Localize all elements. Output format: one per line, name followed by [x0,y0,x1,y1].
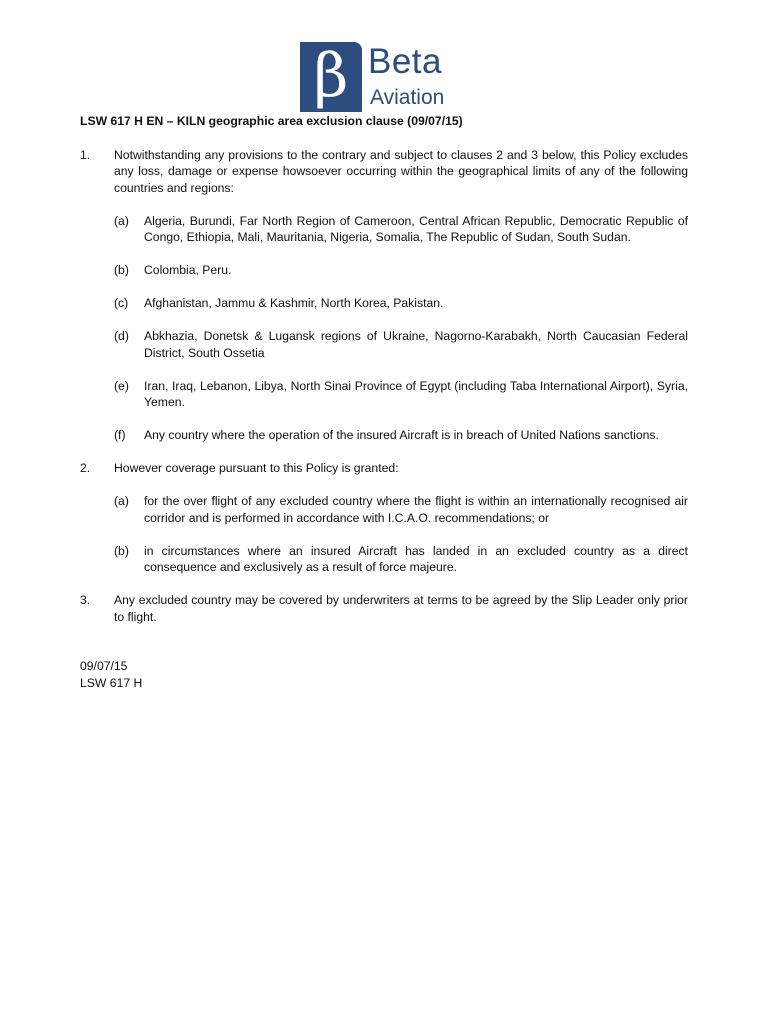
logo-word-aviation: Aviation [370,86,445,109]
subclause-text: Any country where the operation of the insured Aircraft is in breach of United Nations sanctions. [144,428,659,442]
footer-date: 09/07/15 [80,659,128,673]
clause-text: However coverage pursuant to this Policy is granted: [114,461,399,475]
subclause-text: Abkhazia, Donetsk & Lugansk regions of Ukraine, Nagorno-Karabakh, North Caucasian Federal District, South Ossetia [144,329,688,360]
clause-1 [80,147,688,444]
subclause-letter: (c) [114,296,129,310]
clause-2 [80,460,688,576]
document-footer [80,658,688,691]
subclause-letter: (b) [114,543,129,558]
subclause-1f [114,427,688,444]
clause-number: 1. [80,147,91,162]
subclause-text: for the over flight of any excluded country where the flight is within an internationally recognised air corridor and is performed in accordance with I.C.A.O. recommendations; or [144,494,688,525]
footer-reference: LSW 617 H [80,675,143,690]
logo-word-beta: Beta [368,42,442,81]
clause-text: Any excluded country may be covered by underwriters at terms to be agreed by the Slip Leader only prior to flight. [114,593,688,624]
beta-symbol-icon [300,42,362,112]
document-title: LSW 617 H EN – KILN geographic area exclusion clause (09/07/15) [80,114,463,128]
subclause-letter: (a) [114,494,129,508]
clause-text: Notwithstanding any provisions to the contrary and subject to clauses 2 and 3 below, this Policy excludes any loss, damage or expense howsoever occurring within the geographical limits of any of the following countries and regions: [114,147,688,195]
logo-symbol: β [313,41,349,111]
subclause-2a [114,493,688,526]
subclause-text: Colombia, Peru. [144,263,232,277]
subclause-letter: (e) [114,378,129,393]
clause-number: 3. [80,593,91,607]
beta-aviation-logo [300,42,472,112]
subclause-list [114,493,688,576]
document-body [80,113,688,691]
subclause-letter: (f) [114,428,126,442]
subclause-text: in circumstances where an insured Aircraft has landed in an excluded country as a direct consequence and exclusively as a result of force majeure. [144,543,688,574]
subclause-text: Algeria, Burundi, Far North Region of Cameroon, Central African Republic, Democratic Republic of Congo, Ethiopia, Mali, Mauritania, Nigeria, Somalia, The Republic of Sudan, South Sudan. [144,213,688,244]
subclause-1b [114,262,688,279]
subclause-2b [114,543,688,576]
subclause-1d [114,328,688,361]
subclause-text: Afghanistan, Jammu & Kashmir, North Korea, Pakistan. [144,296,444,310]
subclause-letter: (d) [114,329,129,343]
subclause-letter: (a) [114,213,129,228]
subclause-letter: (b) [114,263,129,277]
clause-number: 2. [80,461,91,475]
subclause-text: Iran, Iraq, Lebanon, Libya, North Sinai Province of Egypt (including Taba International Airport), Syria, Yemen. [144,378,688,409]
subclause-1e [114,378,688,411]
subclause-1a [114,213,688,246]
clause-3 [80,592,688,625]
subclause-list [114,213,688,444]
subclause-1c [114,295,688,312]
